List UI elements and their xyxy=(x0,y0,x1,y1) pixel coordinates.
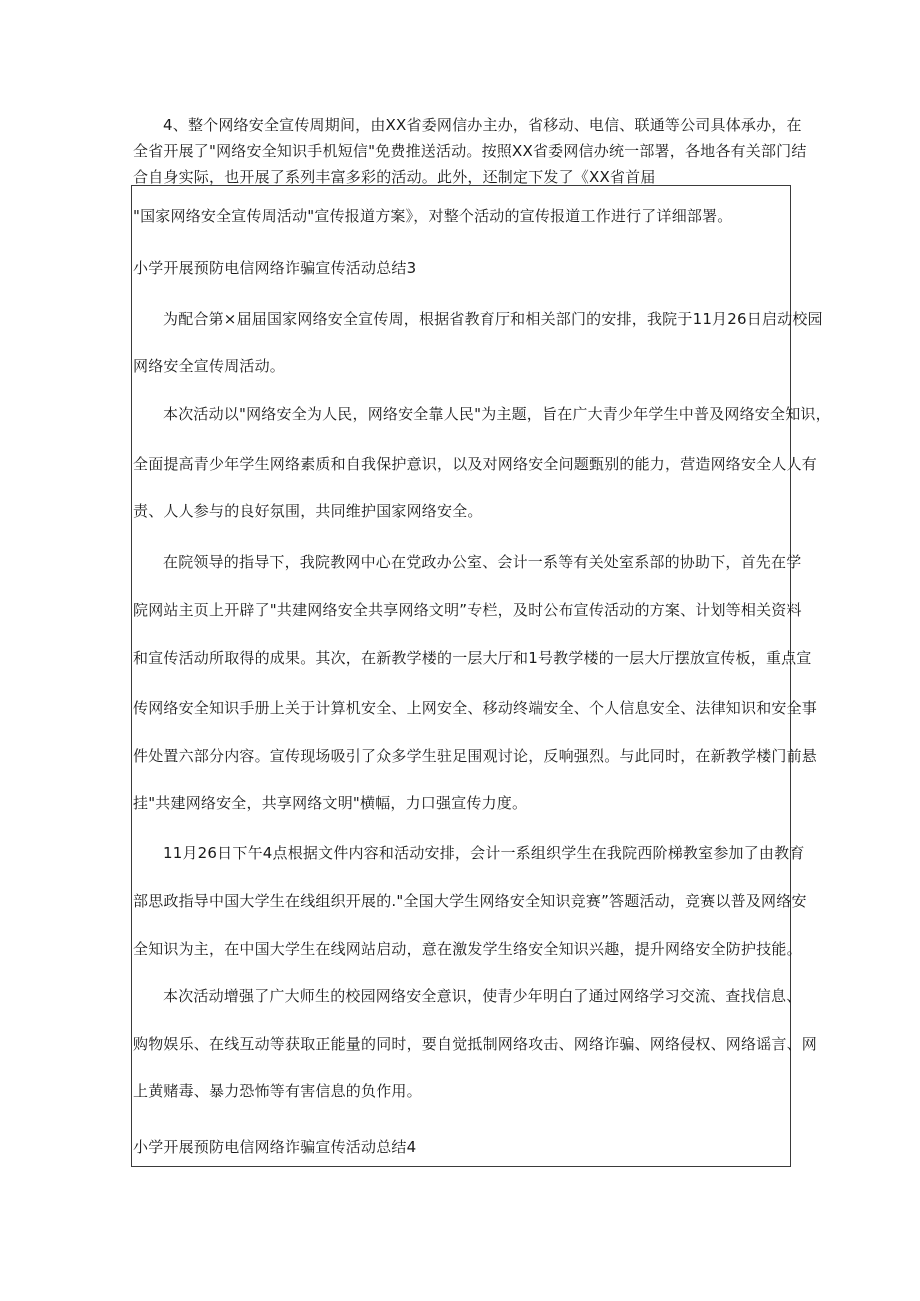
text-line: 挂"共建网络安全，共享网络文明"横幅，力口强宣传力度。 xyxy=(133,794,528,812)
intro-line: 全省开展了"网络安全知识手机短信"免费推送活动。按照XX省委网信办统一部署，各地各有关部门结 xyxy=(133,142,807,160)
text-line: 购物娱乐、在线互动等获取正能量的同时，要自觉抵制网络攻击、网络诈骗、网络侵权、网络谣言、网 xyxy=(133,1035,818,1053)
text-line: 上黄赌毒、暴力恐怖等有害信息的负作用。 xyxy=(133,1082,422,1100)
text-line: 全知识为主，在中国大学生在线网站启动，意在激发学生络安全知识兴趣，提升网络安全防护技能。 xyxy=(133,940,802,958)
text-line: 院网站主页上开辟了"共建网络安全共享网络文明”专栏，及时公布宣传活动的方案、计划等相关资料 xyxy=(133,601,802,619)
text-line: 责、人人参与的良好氛围，共同维护国家网络安全。 xyxy=(133,502,483,520)
intro-paragraph xyxy=(133,112,807,190)
text-line: 在院领导的指导下，我院教网中心在党政办公室、会计一系等有关处室系部的协助下，首先在学 xyxy=(163,553,802,571)
text-line: 为配合第×届届国家网络安全宣传周，根据省教育厅和相关部门的安排，我院于11月26日启动校园 xyxy=(163,310,823,328)
text-line: 本次活动以"网络安全为人民，网络安全靠人民"为主题，旨在广大青少年学生中普及网络安全知识， xyxy=(163,405,831,423)
text-line: 本次活动增强了广大师生的校园网络安全意识，使青少年明白了通过网络学习交流、查找信息、 xyxy=(163,987,802,1005)
text-line: 和宣传活动所取得的成果。其次，在新教学楼的一层大厅和1号教学楼的一层大厅摆放宣传板，重点宣 xyxy=(133,649,812,667)
section-heading: 小学开展预防电信网络诈骗宣传活动总结4 xyxy=(133,1138,417,1156)
intro-line: 合自身实际，也开展了系列丰富多彩的活动。此外，还制定下发了《XX省首届 xyxy=(133,168,656,186)
text-line: 网络安全宣传周活动。 xyxy=(133,357,286,375)
text-line: 部思政指导中国大学生在线组织开展的."全国大学生网络安全知识竞赛”答题活动，竞赛以普及网络安 xyxy=(133,892,807,910)
text-line: 全面提高青少年学生网络素质和自我保护意识，以及对网络安全问题甄别的能力，营造网络安全人人有 xyxy=(133,455,818,473)
text-line: 件处置六部分内容。宣传现场吸引了众多学生驻足围观讨论，反响强烈。与此同时，在新教学楼门前悬 xyxy=(133,747,818,765)
text-line: 传网络安全知识手册上关于计算机安全、上网安全、移动终端安全、个人信息安全、法律知识和安全事 xyxy=(133,699,818,717)
section-heading: 小学开展预防电信网络诈骗宣传活动总结3 xyxy=(133,259,417,277)
content-frame xyxy=(131,185,791,1167)
intro-line: 4、整个网络安全宣传周期间，由XX省委网信办主办，省移动、电信、联通等公司具体承办，在 xyxy=(163,116,802,134)
text-line: "国家网络安全宣传周活动"宣传报道方案》，对整个活动的宣传报道工作进行了详细部署。 xyxy=(133,207,733,225)
text-line: 11月26日下午4点根据文件内容和活动安排，会计一系组织学生在我院西阶梯教室参加了由教育 xyxy=(163,844,805,862)
